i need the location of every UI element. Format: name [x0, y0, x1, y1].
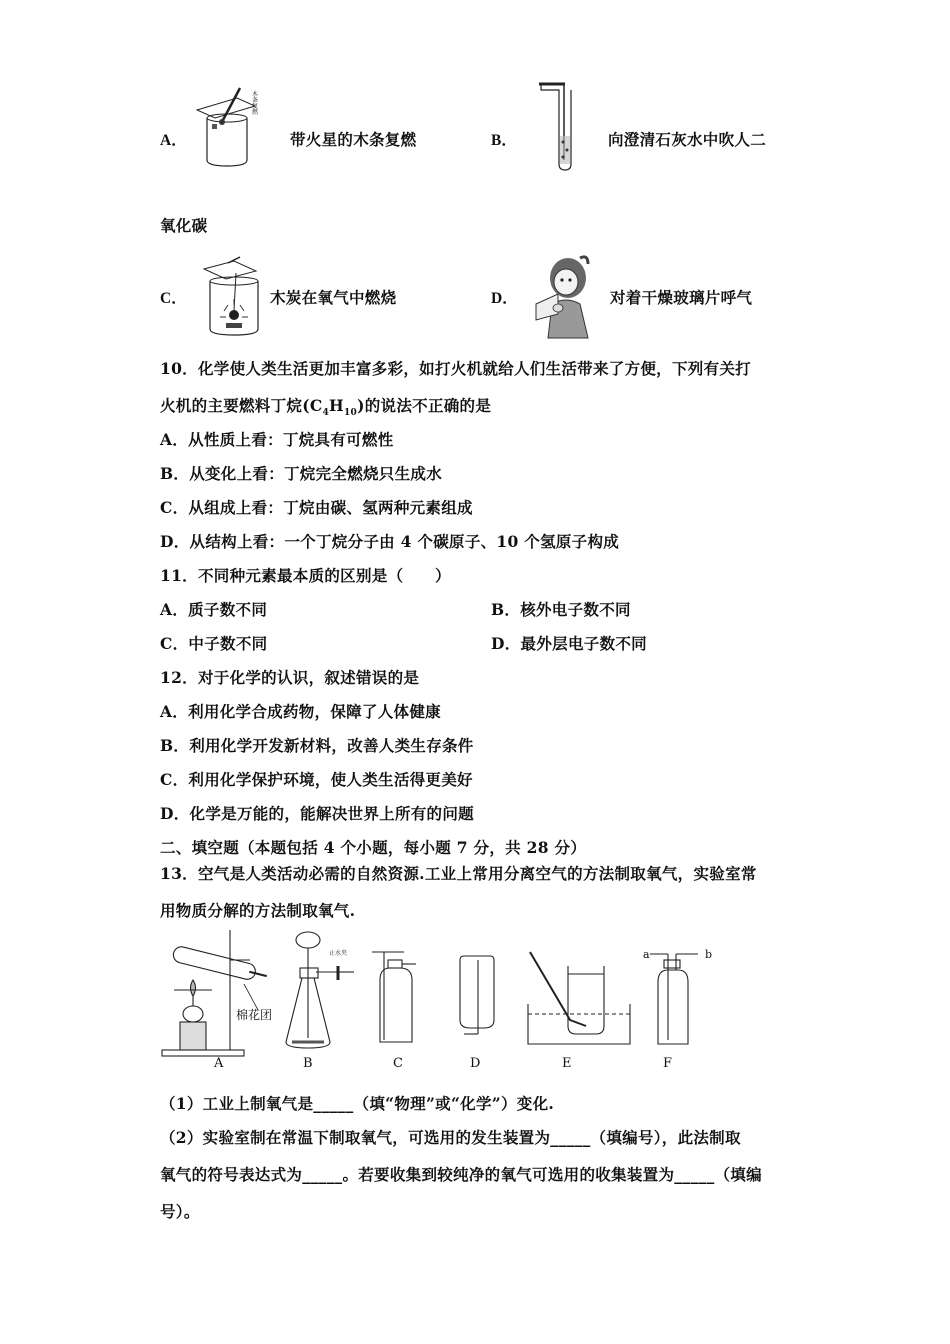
option-b-letter: B．	[491, 132, 517, 149]
q11-option-c[interactable]: C．中子数不同	[160, 634, 268, 653]
label-c: C	[393, 1056, 403, 1071]
q10-option-c[interactable]: C．从组成上看：丁烷由碳、氢两种元素组成	[160, 498, 473, 517]
port-a-label: a	[643, 948, 650, 961]
option-a-text: 带火星的木条复燃	[290, 130, 417, 149]
q11-option-b[interactable]: B．核外电子数不同	[491, 600, 631, 619]
apparatus-c	[372, 952, 416, 1042]
label-d: D	[470, 1056, 481, 1071]
q10-stem-line1: 10．化学使人类生活更加丰富多彩，如打火机就给人们生活带来了方便，下列有关打	[160, 359, 751, 378]
q13-stem-line2: 用物质分解的方法制取氧气.	[160, 901, 356, 920]
label-e: E	[562, 1056, 572, 1071]
option-c-text: 木炭在氧气中燃烧	[270, 288, 397, 307]
q10-option-a[interactable]: A．从性质上看：丁烷具有可燃性	[160, 430, 394, 449]
q11-option-d[interactable]: D．最外层电子数不同	[491, 634, 647, 653]
charcoal-burning-jar-figure	[200, 255, 270, 339]
option-a-letter: A．	[160, 132, 187, 149]
stopcock-label: 止水夹	[329, 950, 348, 957]
label-f: F	[663, 1056, 673, 1071]
apparatus-e	[528, 952, 630, 1044]
section-heading: 二、填空题（本题包括 4 个小题，每小题 7 分，共 28 分）	[160, 838, 587, 857]
q10-option-b[interactable]: B．从变化上看：丁烷完全燃烧只生成水	[160, 464, 443, 483]
option-c-letter: C．	[160, 290, 187, 307]
q12-option-b[interactable]: B．利用化学开发新材料，改善人类生存条件	[160, 736, 474, 755]
q10-stem-line2: 火机的主要燃料丁烷$(C_4H_{10})$的说法不正确的是	[160, 396, 492, 419]
apparatus-d	[460, 956, 494, 1034]
girl-breathing-on-glass-figure	[528, 250, 598, 340]
option-d-letter: D．	[491, 290, 518, 307]
label-b: B	[303, 1056, 313, 1071]
q12-option-a[interactable]: A．利用化学合成药物，保障了人体健康	[160, 702, 441, 721]
q11-stem: 11．不同种元素最本质的区别是（ ）	[160, 566, 451, 585]
q10-option-d[interactable]: D．从结构上看：一个丁烷分子由 4 个碳原子、10 个氢原子构成	[160, 532, 620, 551]
test-tube-straw-figure	[535, 80, 585, 172]
option-b-text-cont: 氧化碳	[160, 216, 208, 235]
q12-stem: 12．对于化学的认识，叙述错误的是	[160, 668, 420, 687]
apparatus-f	[650, 954, 698, 1044]
apparatus-a	[162, 930, 269, 1056]
port-b-label: b	[705, 948, 713, 961]
option-b-text: 向澄清石灰水中吹人二	[608, 130, 767, 149]
cotton-label: 棉花团	[236, 1008, 273, 1022]
q12-option-d[interactable]: D．化学是万能的，能解决世界上所有的问题	[160, 804, 474, 823]
splint-label: 木条复燃	[252, 91, 259, 116]
q13-part2-line2: 氧气的符号表达式为_____。若要收集到较纯净的氧气可选用的收集装置为_____（填编	[160, 1165, 762, 1184]
q13-part1: （1）工业上制氧气是_____（填“物理”或“化学”）变化.	[160, 1094, 555, 1113]
q12-option-c[interactable]: C．利用化学保护环境，使人类生活得更美好	[160, 770, 473, 789]
q13-stem-line1: 13．空气是人类活动必需的自然资源.工业上常用分离空气的方法制取氧气，实验室常	[160, 864, 757, 883]
q11-option-a[interactable]: A．质子数不同	[160, 600, 268, 619]
label-a: A	[214, 1056, 224, 1071]
q13-part2-line3: 号）。	[160, 1202, 200, 1221]
option-d-text: 对着干燥玻璃片呼气	[610, 288, 753, 307]
q13-part2-line1: （2）实验室制在常温下制取氧气，可选用的发生装置为_____（填编号），此法制取	[160, 1128, 741, 1147]
